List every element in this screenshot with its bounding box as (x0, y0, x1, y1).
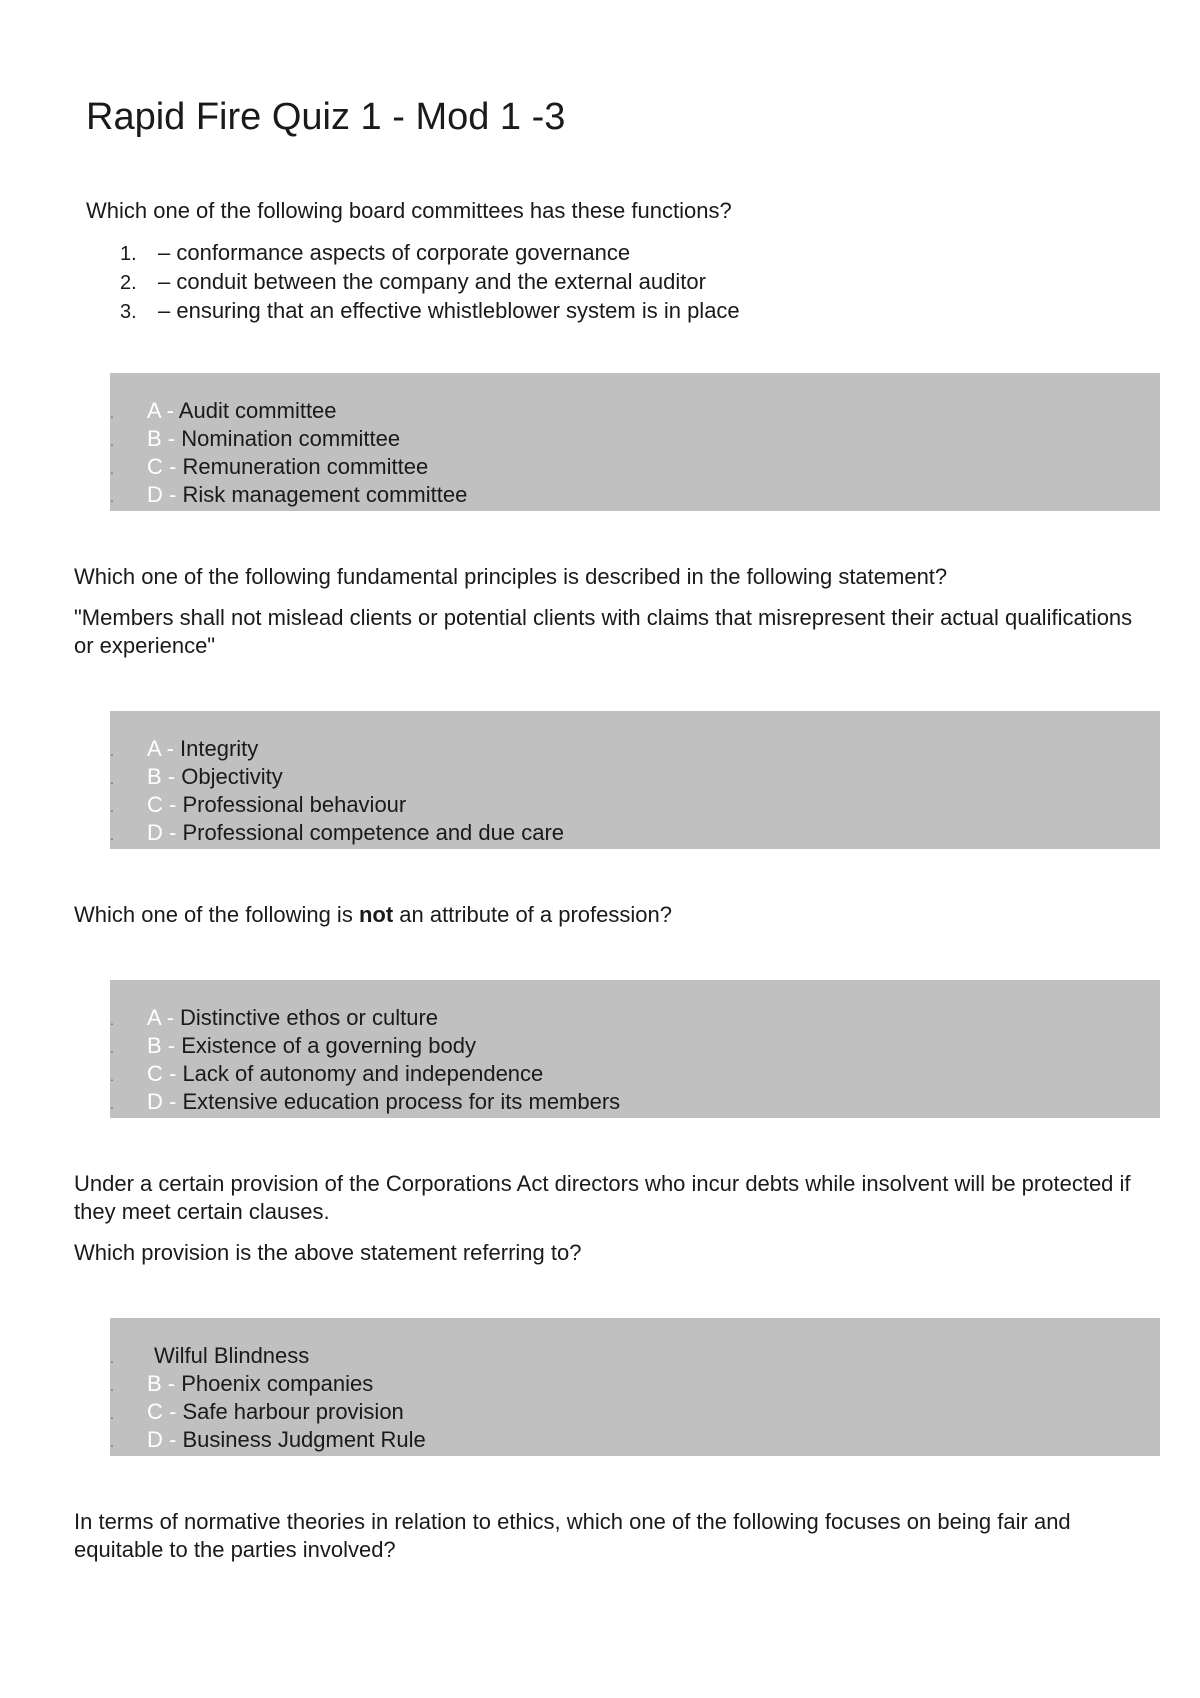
question-5-prompt: In terms of normative theories in relation to ethics, which one of the following focuses on being fair and equitable to the parties involved? (74, 1509, 1071, 1562)
answer-option-a (147, 1342, 426, 1370)
question-1-answer-box (110, 373, 1160, 511)
function-text: – conformance aspects of corporate governance (158, 240, 631, 265)
function-item (120, 239, 740, 268)
option-text: Business Judgment Rule (176, 1427, 426, 1452)
option-letter: D - (147, 482, 177, 507)
option-letter: B - (147, 426, 176, 451)
option-letter: B - (147, 1033, 176, 1058)
answer-options-list (147, 1342, 426, 1454)
option-text: Nomination committee (175, 426, 401, 451)
option-text: Professional behaviour (176, 792, 407, 817)
answer-option-c (147, 453, 467, 481)
answer-option-a (147, 735, 564, 763)
prompt-emphasis: not (358, 902, 394, 927)
question-1-functions-list (120, 239, 740, 326)
option-text: Distinctive ethos or culture (173, 1005, 439, 1030)
answer-option-d (147, 1088, 620, 1116)
option-text: Extensive education process for its members (176, 1089, 621, 1114)
function-text: – ensuring that an effective whistleblower system is in place (158, 298, 740, 323)
option-letter: A - (147, 398, 174, 423)
option-text: Wilful Blindness (154, 1343, 310, 1368)
question-4-sub-prompt: Which provision is the above statement referring to? (74, 1240, 582, 1265)
question-2-quote: "Members shall not mislead clients or potential clients with claims that misrepresent their actual qualifications or experience" (74, 605, 1133, 658)
question-3-prompt (74, 901, 1144, 929)
answer-option-d (147, 819, 564, 847)
answer-option-d (147, 481, 467, 509)
option-text: Remuneration committee (176, 454, 429, 479)
answer-options-list (147, 397, 467, 509)
option-letter: B - (147, 764, 176, 789)
answer-options-list (147, 735, 564, 847)
answer-option-b (147, 1032, 620, 1060)
prompt-text: an attribute of a profession? (393, 902, 672, 927)
option-text: Integrity (173, 736, 259, 761)
question-2-prompt: Which one of the following fundamental principles is described in the following statement? (74, 564, 948, 589)
answer-option-a (147, 1004, 620, 1032)
function-number: 2. (120, 272, 137, 294)
function-number: 3. (120, 301, 137, 323)
option-letter: A - (147, 1005, 174, 1030)
answer-option-a (147, 397, 467, 425)
option-letter: C - (147, 454, 177, 479)
option-text: Safe harbour provision (176, 1399, 404, 1424)
option-text: Phoenix companies (175, 1371, 374, 1396)
option-text: Audit committee (173, 398, 337, 423)
answer-option-b (147, 763, 564, 791)
function-item (120, 268, 740, 297)
answer-option-b (147, 1370, 426, 1398)
answer-option-c (147, 1060, 620, 1088)
option-text: Lack of autonomy and independence (176, 1061, 544, 1086)
option-letter: D - (147, 820, 177, 845)
question-4-answer-box (110, 1318, 1160, 1456)
option-text: Professional competence and due care (176, 820, 565, 845)
option-letter: C - (147, 792, 177, 817)
option-letter: A - (147, 736, 174, 761)
function-text: – conduit between the company and the external auditor (158, 269, 706, 294)
function-number: 1. (120, 243, 137, 265)
answer-option-c (147, 1398, 426, 1426)
answer-option-d (147, 1426, 426, 1454)
page-title: Rapid Fire Quiz 1 - Mod 1 -3 (86, 96, 566, 138)
function-item (120, 297, 740, 326)
option-letter: B - (147, 1371, 176, 1396)
prompt-text: Which one of the following is (74, 902, 359, 927)
question-2-answer-box (110, 711, 1160, 849)
question-4-prompt: Under a certain provision of the Corporations Act directors who incur debts while insolvent will be protected if they meet certain clauses. (74, 1171, 1131, 1224)
option-text: Objectivity (175, 764, 283, 789)
option-text: Risk management committee (176, 482, 468, 507)
question-3-answer-box (110, 980, 1160, 1118)
option-letter: C - (147, 1061, 177, 1086)
option-letter: C - (147, 1399, 177, 1424)
answer-option-c (147, 791, 564, 819)
option-letter: D - (147, 1427, 177, 1452)
answer-option-b (147, 425, 467, 453)
question-1-prompt: Which one of the following board committees has these functions? (86, 198, 732, 223)
option-text: Existence of a governing body (175, 1033, 476, 1058)
answer-options-list (147, 1004, 620, 1116)
option-letter: D - (147, 1089, 177, 1114)
